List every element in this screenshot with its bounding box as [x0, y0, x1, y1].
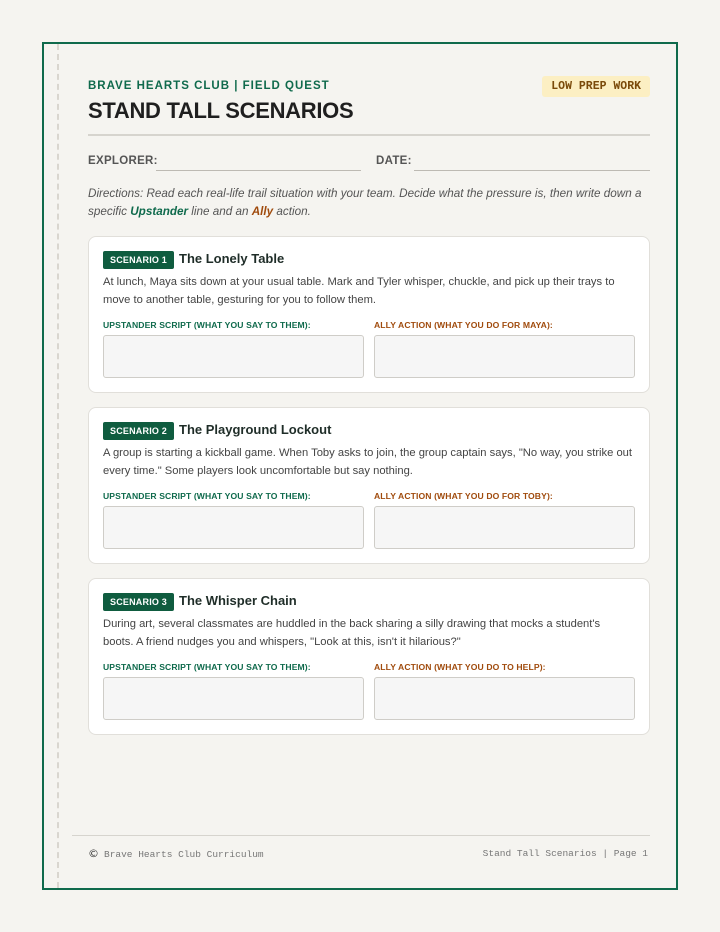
- title-divider: [88, 134, 650, 136]
- club-label: BRAVE HEARTS CLUB | FIELD QUEST: [88, 80, 330, 92]
- scenario-title: The Whisper Chain: [179, 593, 297, 608]
- footer-left: [88, 847, 264, 860]
- scenario-card-3: [88, 578, 650, 735]
- explorer-label: EXPLORER:: [88, 155, 158, 167]
- directions-text: [88, 185, 650, 221]
- upstander-script-box[interactable]: [103, 335, 364, 378]
- scenario-title: The Playground Lockout: [179, 422, 332, 437]
- scenario-text: During art, several classmates are huddled in the back sharing a silly drawing that mocks a student's boots. A friend nudges you and whispers, "Look at this, isn't it hilarious?": [103, 618, 601, 648]
- low-prep-badge: LOW PREP WORK: [542, 76, 650, 97]
- footer-page-info: Stand Tall Scenarios | Page 1: [482, 848, 648, 859]
- scenario-badge: SCENARIO 3: [103, 593, 174, 611]
- scenario-text: A group is starting a kickball game. When Toby asks to join, the group captain says, "No way, you strike out every time." Some players look uncomfortable but say nothing.: [103, 447, 633, 477]
- page-title: STAND TALL SCENARIOS: [88, 98, 354, 123]
- scenario-card-1: [88, 236, 650, 393]
- footer-divider: [72, 835, 650, 836]
- scenario-badge: SCENARIO 1: [103, 251, 174, 269]
- scenario-card-2: [88, 407, 650, 564]
- directions-part: Directions: Read each real-life trail situation with your team. Decide what the pressure is, then write down a specific: [88, 187, 642, 218]
- explorer-field[interactable]: [156, 170, 361, 171]
- ally-action-label: ALLY ACTION (WHAT YOU DO FOR MAYA):: [374, 320, 553, 330]
- upstander-script-label: UPSTANDER SCRIPT (WHAT YOU SAY TO THEM):: [103, 491, 311, 501]
- scenario-title: The Lonely Table: [179, 251, 285, 266]
- copyright-icon: ©: [88, 847, 99, 860]
- scenario-badge: SCENARIO 2: [103, 422, 174, 440]
- upstander-script-label: UPSTANDER SCRIPT (WHAT YOU SAY TO THEM):: [103, 320, 311, 330]
- upstander-term: Upstander: [130, 205, 189, 218]
- ally-action-box[interactable]: [374, 677, 635, 720]
- date-label: DATE:: [376, 155, 412, 167]
- directions-part: line and an: [188, 205, 252, 218]
- ally-term: Ally: [251, 205, 274, 218]
- upstander-script-label: UPSTANDER SCRIPT (WHAT YOU SAY TO THEM):: [103, 662, 311, 672]
- ally-action-label: ALLY ACTION (WHAT YOU DO FOR TOBY):: [374, 491, 553, 501]
- upstander-script-box[interactable]: [103, 506, 364, 549]
- directions-part: action.: [273, 205, 311, 218]
- footer-curriculum: Brave Hearts Club Curriculum: [104, 849, 264, 860]
- ally-action-box[interactable]: [374, 506, 635, 549]
- ally-action-box[interactable]: [374, 335, 635, 378]
- date-field[interactable]: [414, 170, 650, 171]
- ally-action-label: ALLY ACTION (WHAT YOU DO TO HELP):: [374, 662, 546, 672]
- margin-line: [57, 44, 59, 888]
- upstander-script-box[interactable]: [103, 677, 364, 720]
- scenario-text: At lunch, Maya sits down at your usual table. Mark and Tyler whisper, chuckle, and pick up their trays to move to another table, gesturing for you to follow them.: [103, 276, 615, 306]
- worksheet-page: [42, 42, 678, 890]
